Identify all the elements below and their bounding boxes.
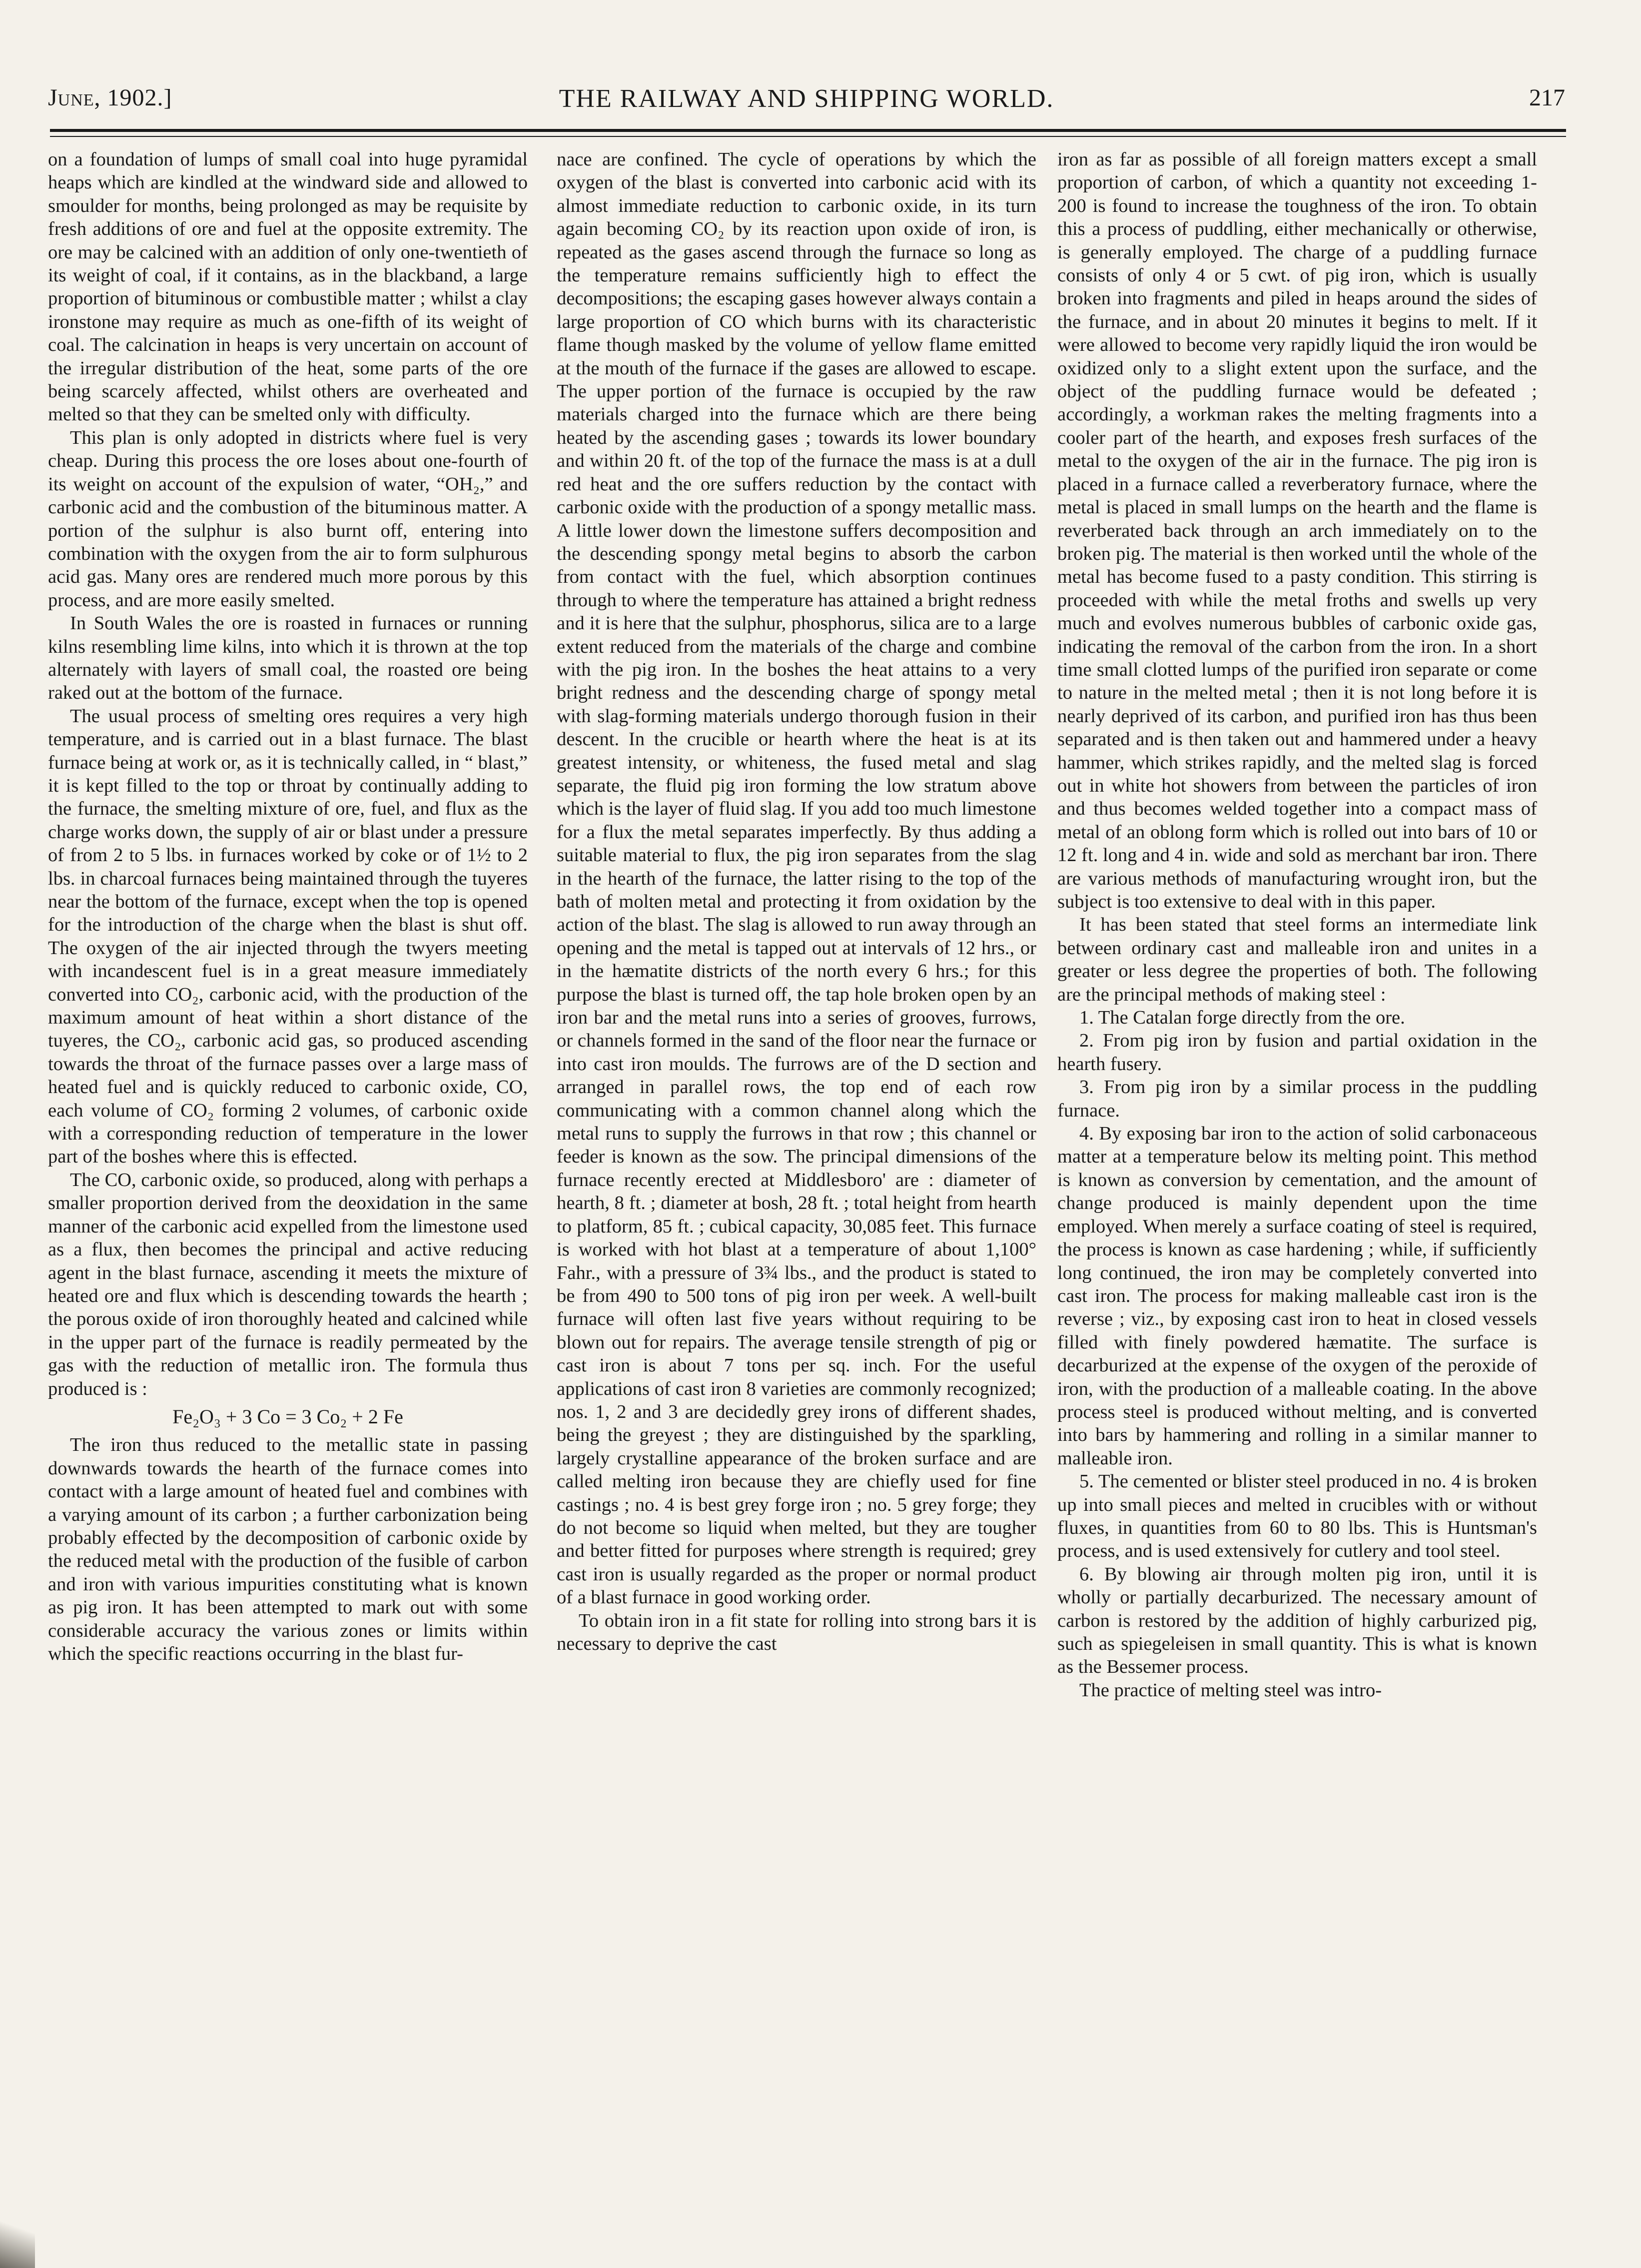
- issue-date: June, 1902.]: [48, 84, 172, 111]
- paragraph: The usual process of smelting ores requires a very high temperature, and is carried out in a blast furnace. The blast furnace being at work or, as it is technically called, in “ blast,” it is kept filled to the top or throat by continually adding to the furnace, the smelting mixture of ore, fuel, and flux as the charge works down, the supply of air or blast under a pressure of from 2 to 5 lbs. in furnaces worked by coke or of 1½ to 2 lbs. in charcoal furnaces being maintained through the tuyeres near the bottom of the furnace, except when the top is opened for the introduction of the charge when the blast is shut off. The oxygen of the air injected through the twyers meeting with incandescent fuel is in a great measure immediately converted into CO₂, carbonic acid, with the production of the maximum amount of heat within a short distance of the tuyeres, the CO₂, carbonic acid gas, so produced ascending towards the throat of the furnace passes over a large mass of heated fuel and is quickly reduced to carbonic oxide, CO, each volume of CO₂ forming 2 volumes, of carbonic oxide with a corresponding reduction of temperature in the lower part of the boshes where this is effected.: [48, 705, 528, 1167]
- text-column-2: [557, 148, 1036, 2257]
- publication-title: THE RAILWAY AND SHIPPING WORLD.: [559, 84, 1054, 113]
- paragraph: To obtain iron in a fit state for rolling into strong bars it is necessary to deprive the cast: [557, 1610, 1036, 1654]
- paragraph: nace are confined. The cycle of operations by which the oxygen of the blast is converted into carbonic acid with its almost immediate reduction to carbonic oxide, in its turn again becoming CO₂ by its reaction upon oxide of iron, is repeated as the gases ascend through the furnace so long as the temperature remains sufficiently high to effect the decompositions; the escaping gases however always contain a large proportion of CO which burns with its characteristic flame though masked by the volume of yellow flame emitted at the mouth of the furnace if the gases are allowed to escape. The upper portion of the furnace is occupied by the raw materials charged into the furnace which are there being heated by the ascending gases ; towards its lower boundary and within 20 ft. of the top of the furnace the mass is at a dull red heat and the ore suffers reduction by the contact with carbonic oxide with the production of a spongy metallic mass. A little lower down the limestone suffers decomposition and the descending spongy metal begins to absorb the carbon from contact with the fuel, which absorption continues through to where the temperature has attained a bright redness and it is here that the sulphur, phosphorus, silica are to a large extent reduced from the materials of the charge and combine with the pig iron. In the boshes the heat attains to a very bright redness and the descending charge of spongy metal with slag-forming materials undergo thorough fusion in their descent. In the crucible or hearth where the heat is at its greatest intensity, or whiteness, the fused metal and slag separate, the fluid pig iron forming the low stratum above which is the layer of fluid slag. If you add too much limestone for a flux the metal separates imperfectly. By thus adding a suitable material to flux, the pig iron separates from the slag in the hearth of the furnace, the latter rising to the top of the bath of molten metal and protecting it from oxidation by the action of the blast. The slag is allowed to run away through an opening and the metal is tapped out at intervals of 12 hrs., or in the hæmatite districts of the north every 6 hrs.; for this purpose the blast is turned off, the tap hole broken open by an iron bar and the metal runs into a series of grooves, furrows, or channels formed in the sand of the floor near the furnace or into cast iron moulds. The furrows are of the D section and arranged in parallel rows, the top end of each row communicating with a common channel along which the metal runs to supply the furrows in that row ; this channel or feeder is known as the sow. The principal dimensions of the furnace recently erected at Middlesboro' are : diameter of hearth, 8 ft. ; diameter at bosh, 28 ft. ; total height from hearth to platform, 85 ft. ; cubical capacity, 30,085 feet. This furnace is worked with hot blast at a temperature of about 1,100° Fahr., with a pressure of 3¾ lbs., and the product is stated to be from 490 to 500 tons of pig iron per week. A well-built furnace will often last five years without requiring to be blown out for repairs. The average tensile strength of pig or cast iron is about 7 tons per sq. inch. For the useful applications of cast iron 8 varieties are commonly recognized; nos. 1, 2 and 3 are decidedly grey irons of different shades, being the greyest ; they are distinguished by the sparkling, largely crystalline appearance of the broken surface and are called melting iron because they are chiefly used for fine castings ; no. 4 is best grey forge iron ; no. 5 grey forge; they do not become so liquid when melted, but they are tougher and better fitted for purposes where strength is required; grey cast iron is usually regarded as the proper or normal product of a blast furnace in good working order.: [557, 149, 1036, 1608]
- paragraph: The practice of melting steel was intro-: [1079, 1679, 1382, 1701]
- page-number: 217: [1529, 84, 1565, 111]
- chemical-formula: Fe₂O₃ + 3 Co = 3 Co₂ + 2 Fe: [172, 1405, 403, 1428]
- paragraph: iron as far as possible of all foreign matters except a small proportion of carbon, of which a quantity not exceeding 1-200 is found to increase the toughness of the iron. To obtain this a process of puddling, either mechanically or otherwise, is generally employed. The charge of a puddling furnace consists of only 4 or 5 cwt. of pig iron, which is usually broken into fragments and piled in heaps around the sides of the furnace, and in about 20 minutes it begins to melt. If it were allowed to become very rapidly liquid the iron would be oxidized only to a slight extent upon the surface, and the object of the puddling furnace would be defeated ; accordingly, a workman rakes the melting fragments into a cooler part of the hearth, and exposes fresh surfaces of the metal to the oxygen of the air in the furnace. The pig iron is placed in a furnace called a reverberatory furnace, where the metal is placed in small lumps on the hearth and the flame is reverberated back through an arch immediately on to the broken pig. The material is then worked until the whole of the metal has become fused to a pasty condition. This stirring is proceeded with while the metal froths and swells up very much and evolves numerous bubbles of carbonic oxide gas, indicating the removal of the carbon from the iron. In a short time small clotted lumps of the purified iron separate or come to nature in the melted metal ; then it is not long before it is nearly deprived of its carbon, and purified iron has thus been separated and is then taken out and hammered under a heavy hammer, which strikes rapidly, and the melted slag is forced out in white hot showers from between the particles of iron and thus becomes welded together into a compact mass of metal of an oblong form which is rolled out into bars of 10 or 12 ft. long and 4 in. wide and sold as merchant bar iron. There are various methods of manufacturing wrought iron, but the subject is too extensive to deal with in this paper.: [1057, 149, 1537, 912]
- page-header: [48, 84, 1565, 124]
- scan-edge-shadow: [0, 2213, 35, 2268]
- header-rule-thin: [50, 136, 1566, 137]
- paragraph: The iron thus reduced to the metallic state in passing downwards towards the hearth of the furnace comes into contact with a large amount of heated fuel and combines with a varying amount of its carbon ; a further carbonization being probably effected by the decomposition of carbonic oxide by the reduced metal with the production of the fusible of carbon and iron with various impurities constituting what is known as pig iron. It has been attempted to mark out with some considerable accuracy the various zones or limits within which the specific reactions occurring in the blast fur-: [48, 1434, 528, 1664]
- paragraph: 3. From pig iron by a similar process in the puddling furnace.: [1057, 1077, 1537, 1121]
- paragraph: 4. By exposing bar iron to the action of solid carbonaceous matter at a temperature below its melting point. This method is known as conversion by cementation, and the amount of change produced is mainly dependent upon the time employed. When merely a surface coating of steel is required, the process is known as case hardening ; while, if sufficiently long continued, the iron may be completely converted into cast iron. The process for making malleable cast iron is the reverse ; viz., by exposing cast iron to heat in closed vessels filled with finely powdered hæmatite. The surface is decarburized at the expense of the oxygen of the peroxide of iron, with the production of a malleable coating. In the above process steel is produced without melting, and is converted into bars by hammering and rolling in a similar manner to malleable iron.: [1057, 1123, 1537, 1469]
- paragraph: This plan is only adopted in districts where fuel is very cheap. During this process the ore loses about one-fourth of its weight on account of the expulsion of water, “OH₂,” and carbonic acid and the combustion of the bituminous matter. A portion of the sulphur is also burnt off, entering into combination with the oxygen from the air to form sulphurous acid gas. Many ores are rendered much more porous by this process, and are more easily smelted.: [48, 427, 528, 611]
- paragraph: 5. The cemented or blister steel produced in no. 4 is broken up into small pieces and melted in crucibles with or without fluxes, in quantities from 60 to 80 lbs. This is Huntsman's process, and is used extensively for cutlery and tool steel.: [1057, 1471, 1537, 1562]
- text-column-1: [48, 148, 528, 2257]
- paragraph: It has been stated that steel forms an intermediate link between ordinary cast and malleable iron and unites in a greater or less degree the properties of both. The following are the principal methods of making steel :: [1057, 914, 1537, 1005]
- text-column-3: [1057, 148, 1537, 2257]
- paragraph: 6. By blowing air through molten pig iron, until it is wholly or partially decarburized. The necessary amount of carbon is restored by the addition of highly carburized pig, such as spiegeleisen in small quantity. This is what is known as the Bessemer process.: [1057, 1563, 1537, 1678]
- paragraph: The CO, carbonic oxide, so produced, along with perhaps a smaller proportion derived from the deoxidation in the same manner of the carbonic acid expelled from the limestone used as a flux, then becomes the principal and active reducing agent in the blast furnace, ascending it meets the mixture of heated ore and flux which is descending towards the hearth ; the porous oxide of iron thoroughly heated and calcined while in the upper part of the furnace is readily permeated by the gas with the reduction of metallic iron. The formula thus produced is :: [48, 1169, 528, 1399]
- paragraph: In South Wales the ore is roasted in furnaces or running kilns resembling lime kilns, into which it is thrown at the top alternately with layers of small coal, the roasted ore being raked out at the bottom of the furnace.: [48, 613, 528, 704]
- header-rule-thick: [50, 129, 1566, 132]
- paragraph: on a foundation of lumps of small coal into huge pyramidal heaps which are kindled at the windward side and allowed to smoulder for months, being prolonged as may be requisite by fresh additions of ore and fuel at the opposite extremity. The ore may be calcined with an addition of only one-twentieth of its weight of coal, if it contains, as in the blackband, a large proportion of bituminous or combustible matter ; whilst a clay ironstone may require as much as one-fifth of its weight of coal. The calcination in heaps is very uncertain on account of the irregular distribution of the heat, some parts of the ore being scarcely affected, whilst others are overheated and melted so that they can be smelted only with difficulty.: [48, 149, 528, 425]
- paragraph: 2. From pig iron by fusion and partial oxidation in the hearth fusery.: [1057, 1030, 1537, 1075]
- paragraph: 1. The Catalan forge directly from the ore.: [1079, 1007, 1405, 1029]
